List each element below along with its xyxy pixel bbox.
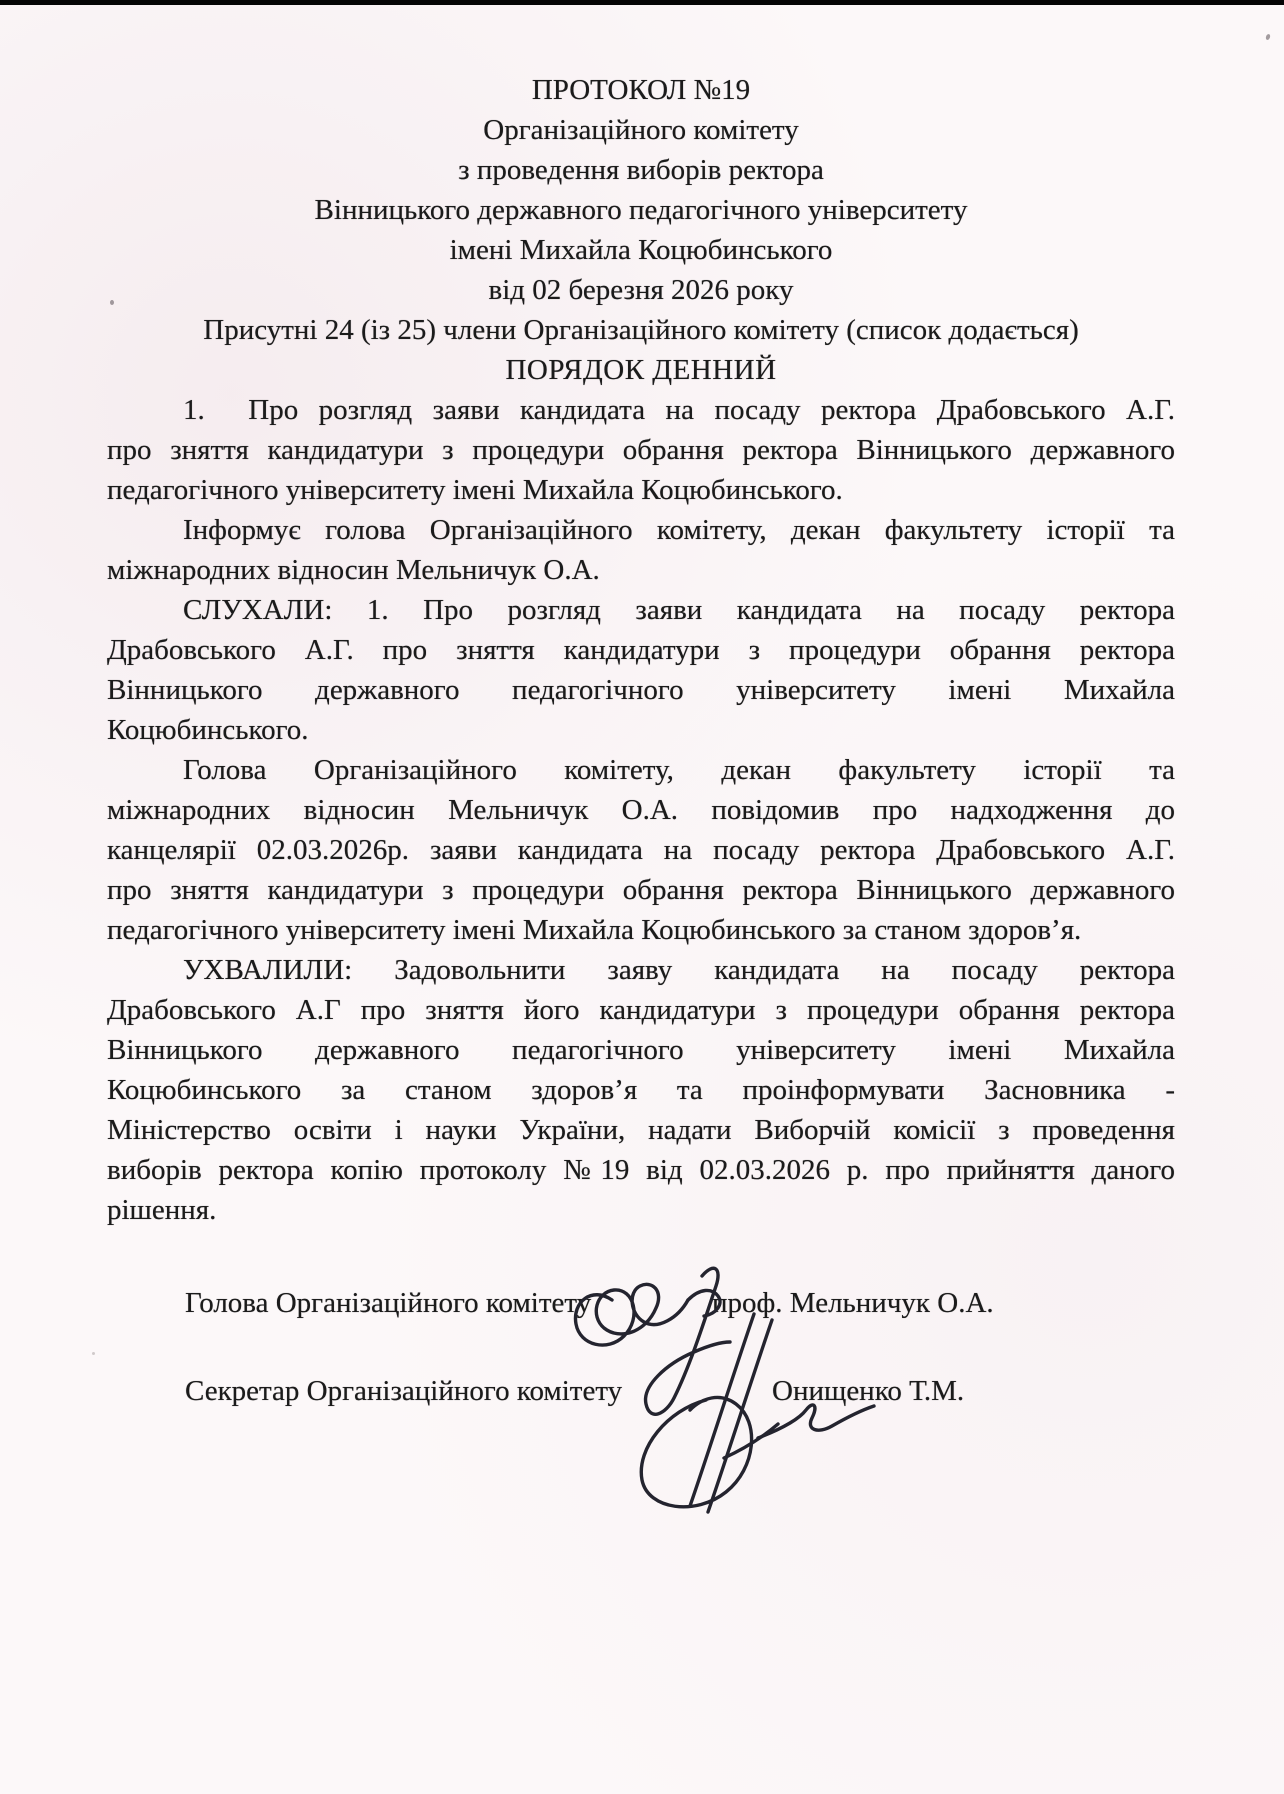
text-line: канцелярії 02.03.2026р. заяви кандидата на посаду ректора Драбовського А.Г. (107, 834, 1175, 866)
secretary-name: Онищенко Т.М. (772, 1375, 965, 1407)
paragraph-heard (107, 590, 1175, 750)
header-line: від 02 березня 2026 року (488, 274, 794, 306)
document-content (107, 70, 1175, 1230)
paper-speck (92, 1352, 95, 1355)
document-body (107, 390, 1175, 1230)
header-line: Організаційного комітету (483, 114, 799, 146)
chairman-signature-row (0, 1283, 1284, 1323)
text-line: СЛУХАЛИ: 1. Про розгляд заяви кандидата на посаду ректора (183, 594, 1175, 626)
text-line: про зняття кандидатури з процедури обрання ректора Вінницького державного (107, 874, 1175, 906)
text-line: Драбовського А.Г про зняття його кандидатури з процедури обрання ректора (107, 994, 1175, 1026)
paper-speck (1265, 33, 1271, 40)
text-line: міжнародних відносин Мельничук О.А. повідомив про надходження до (107, 794, 1175, 826)
secretary-signature-row (0, 1371, 1284, 1411)
paragraph-resolved (107, 950, 1175, 1230)
secretary-signature (606, 1306, 896, 1536)
attendance-line: Присутні 24 (із 25) члени Організаційного комітету (список додається) (203, 314, 1079, 346)
chairman-name: проф. Мельничук О.А. (712, 1287, 994, 1319)
chairman-signature (568, 1244, 768, 1444)
text-line: Голова Організаційного комітету, декан факультету історії та (183, 754, 1175, 786)
text-line: УХВАЛИЛИ: Задовольнити заяву кандидата на посаду ректора (183, 954, 1175, 986)
paragraph-informer (107, 510, 1175, 590)
text-line: Коцюбинського за станом здоров’я та проінформувати Засновника - (107, 1074, 1175, 1106)
paragraph-report (107, 750, 1175, 950)
scan-edge-bar (0, 0, 1284, 5)
document-header (107, 70, 1175, 390)
text-line: Вінницького державного педагогічного університету імені Михайла (107, 674, 1175, 706)
text-line: педагогічного університету імені Михайла Коцюбинського. (107, 474, 843, 506)
text-line: рішення. (107, 1194, 217, 1226)
text-line: Драбовського А.Г. про зняття кандидатури з процедури обрання ректора (107, 634, 1175, 666)
text-line: Інформує голова Організаційного комітету, декан факультету історії та (183, 514, 1175, 546)
text-line: міжнародних відносин Мельничук О.А. (107, 554, 600, 586)
text-line: виборів ректора копію протоколу №19 від 02.03.2026 р. про прийняття даного (107, 1154, 1175, 1186)
secretary-role-label: Секретар Організаційного комітету (185, 1375, 623, 1407)
chairman-role-label: Голова Організаційного комітету (185, 1287, 592, 1319)
header-line: Вінницького державного педагогічного університету (314, 194, 968, 226)
agenda-heading: ПОРЯДОК ДЕННИЙ (505, 354, 777, 386)
header-line: з проведення виборів ректора (458, 154, 824, 186)
text-line: Міністерство освіти і науки України, надати Виборчій комісії з проведення (107, 1114, 1175, 1146)
paragraph-agenda-item-1 (107, 390, 1175, 510)
text-line: Коцюбинського. (107, 714, 309, 746)
header-subtitle (107, 110, 1175, 310)
text-line: про зняття кандидатури з процедури обрання ректора Вінницького державного (107, 434, 1175, 466)
text-line: Вінницького державного педагогічного університету імені Михайла (107, 1034, 1175, 1066)
text-line: педагогічного університету імені Михайла Коцюбинського за станом здоров’я. (107, 914, 1082, 946)
header-line: імені Михайла Коцюбинського (449, 234, 833, 266)
document-title: ПРОТОКОЛ №19 (531, 74, 751, 106)
text-line: 1. Про розгляд заяви кандидата на посаду ректора Драбовського А.Г. (183, 394, 1175, 426)
